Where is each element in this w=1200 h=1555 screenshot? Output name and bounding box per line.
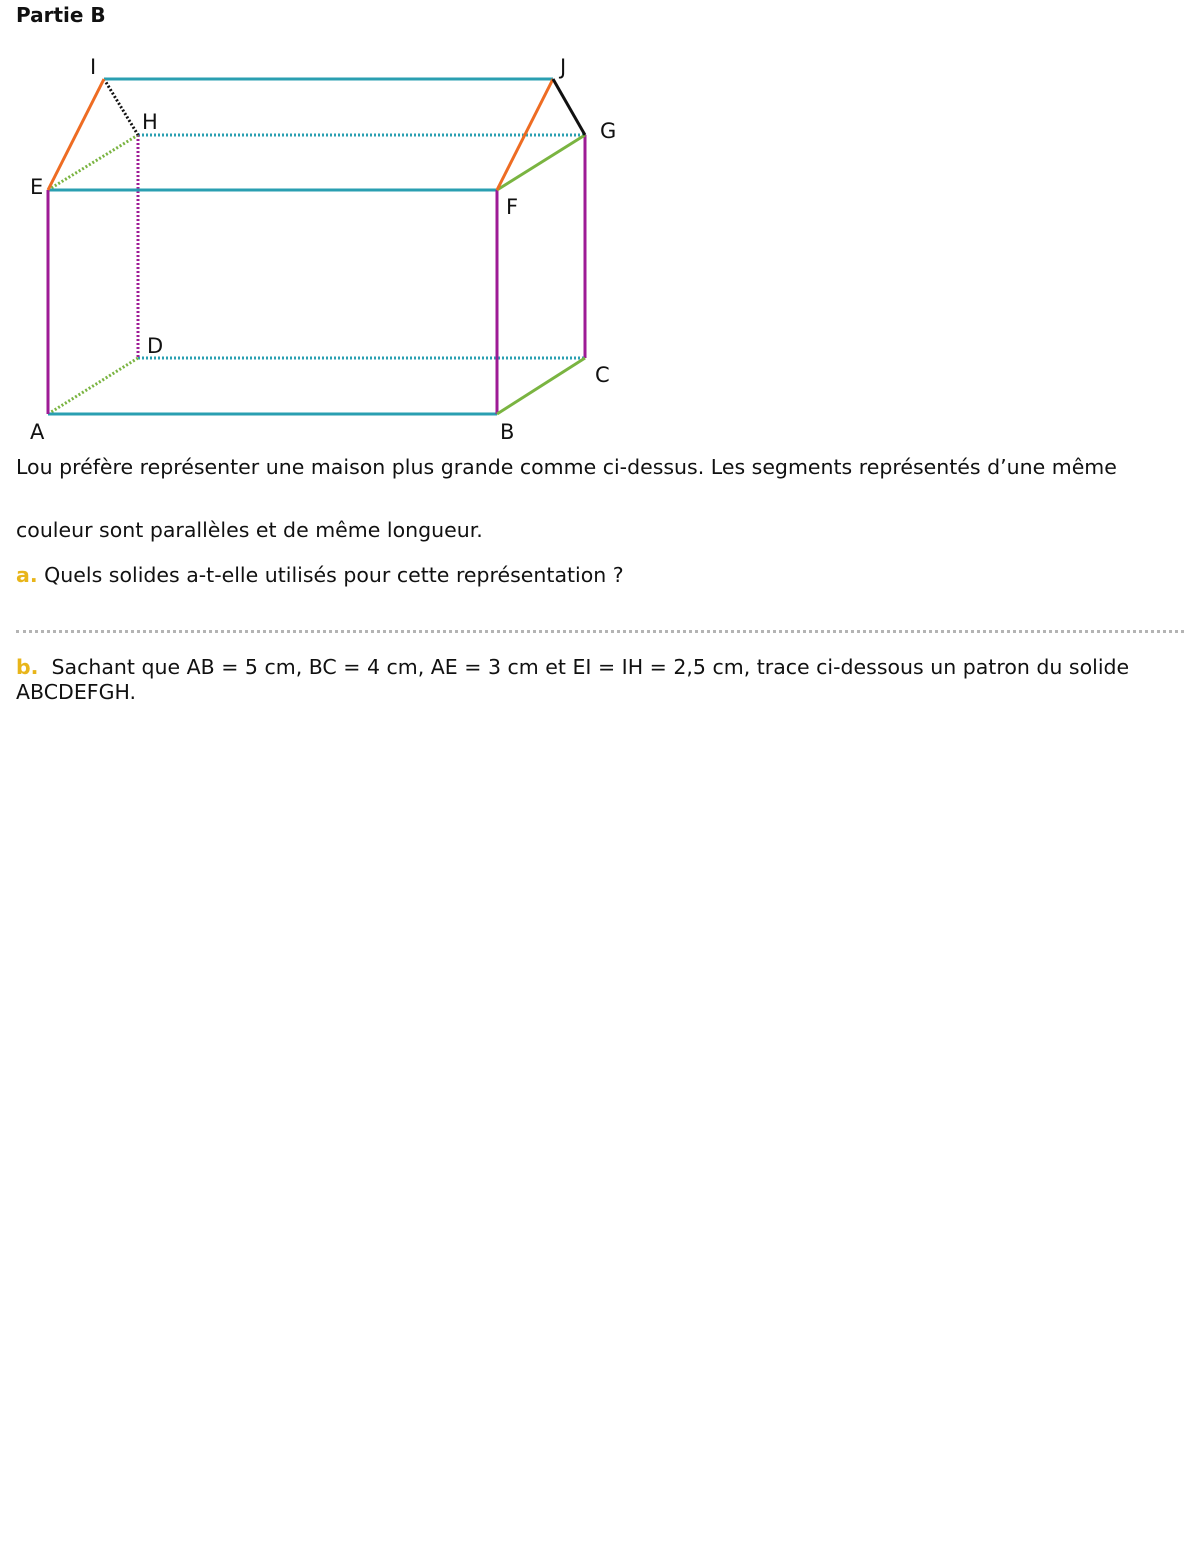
- question-a: [16, 563, 1186, 588]
- house-figure: [0, 0, 640, 450]
- section-title: Partie B: [16, 3, 106, 27]
- edge-JG: [553, 79, 585, 135]
- answer-dotted-line[interactable]: [16, 630, 1184, 633]
- edge-IH: [104, 79, 138, 135]
- vertex-label-H: H: [142, 110, 158, 134]
- vertex-label-I: I: [90, 55, 97, 79]
- vertex-label-G: G: [600, 119, 617, 143]
- question-b-marker: b.: [16, 655, 39, 679]
- vertex-label-A: A: [30, 420, 45, 444]
- vertex-label-E: E: [30, 175, 44, 199]
- question-a-marker: a.: [16, 563, 38, 587]
- question-b: [16, 655, 1186, 705]
- vertex-label-B: B: [500, 420, 515, 444]
- question-b-text: Sachant que AB = 5 cm, BC = 4 cm, AE = 3 cm et EI = IH = 2,5 cm, trace ci-dessous un patron du solide ABCDEFGH.: [16, 655, 1130, 704]
- vertex-label-D: D: [147, 334, 164, 358]
- intro-line-1: Lou préfère représenter une maison plus grande comme ci-dessus. Les segments représentés d’une même: [16, 455, 1117, 479]
- edge-BC: [497, 358, 585, 414]
- question-a-text: Quels solides a-t-elle utilisés pour cette représentation ?: [44, 563, 624, 587]
- edge-AD: [48, 358, 138, 414]
- vertex-label-F: F: [506, 195, 519, 219]
- vertex-label-C: C: [595, 363, 610, 387]
- vertex-label-J: J: [560, 55, 567, 79]
- intro-line-2: couleur sont parallèles et de même longueur.: [16, 518, 483, 542]
